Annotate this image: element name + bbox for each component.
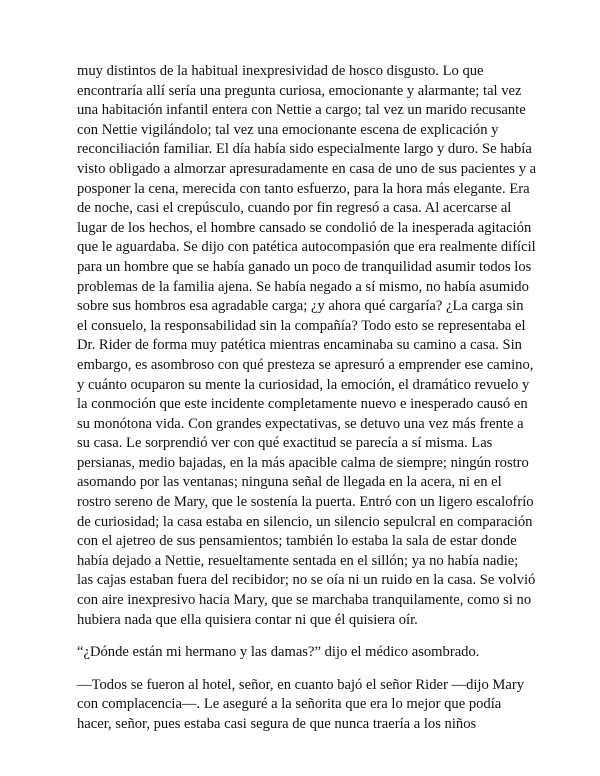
paragraph-dialogue-answer: —Todos se fueron al hotel, señor, en cuanto bajó el señor Rider —dijo Mary con complacencia—. Le aseguré a la señorita que era lo mejor que podía hacer, señor, pues estaba casi segura de que nunca traería a los niños — [77, 676, 525, 732]
paragraph-dialogue-question: “¿Dónde están mi hermano y las damas?” dijo el médico asombrado. — [77, 644, 480, 661]
document-page — [77, 62, 537, 735]
paragraph-body: muy distintos de la habitual inexpresividad de hosco disgusto. Lo que encontraría allí sería una pregunta curiosa, emocionante y alarmante; tal vez una habitación infantil entera con Nettie a cargo; tal vez un marido recusante con Nettie vigilándolo; tal vez una emocionante escena de explicación y reconciliación familiar. El día había sido especialmente largo y duro. Se había visto obligado a almorzar apresuradamente en casa de uno de sus pacientes y a posponer la cena, merecida con tanto esfuerzo, para la hora más elegante. Era de noche, casi el crepúsculo, cuando por fin regresó a casa. Al acercarse al lugar de los hechos, el hombre cansado se condolió de la inesperada agitación que le aguardaba. Se dijo con patética autocompasión que era realmente difícil para un hombre que se había ganado un poco de tranquilidad asumir todos los problemas de la familia ajena. Se había negado a sí mismo, no había asumido sobre sus hombros esa agradable carga; ¿y ahora qué cargaría? ¿La carga sin el consuelo, la responsabilidad sin la compañía? Todo esto se representaba el Dr. Rider de forma muy patética mientras encaminaba su camino a casa. Sin embargo, es asombroso con qué presteza se apresuró a emprender ese camino, y cuánto ocuparon su mente la curiosidad, la emoción, el dramático revuelo y la conmoción que este incidente completamente nuevo e inesperado causó en su monótona vida. Con grandes expectativas, se detuvo una vez más frente a su casa. Le sorprendió ver con qué exactitud se parecía a sí misma. Las persianas, medio bajadas, en la más apacible calma de siempre; ningún rostro asomando por las ventanas; ninguna señal de llegada en la acera, ni en el rostro sereno de Mary, que le sostenía la puerta. Entró con un ligero escalofrío de curiosidad; la casa estaba en silencio, un silencio sepulcral en comparación con el ajetreo de sus pensamientos; también lo estaba la sala de estar donde había dejado a Nettie, resueltamente sentada en el sillón; ya no había nadie; las cajas estaban fuera del recibidor; no se oía ni un ruido en la casa. Se volvió con aire inexpresivo hacia Mary, que se marchaba tranquilamente, como si no hubiera nada que ella quisiera contar ni que él quisiera oír. — [77, 63, 537, 628]
